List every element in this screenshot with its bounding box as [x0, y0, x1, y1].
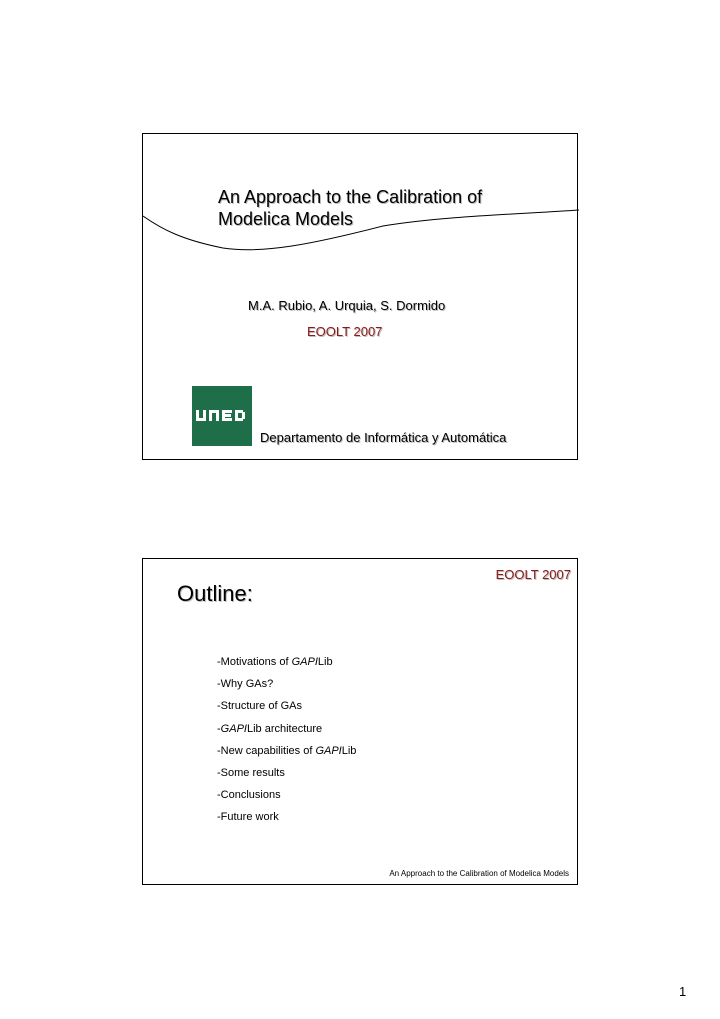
slide-title: [142, 133, 578, 460]
outline-item-text: -Some results: [217, 766, 285, 779]
outline-list: [217, 651, 356, 829]
outline-item-text: -Motivations of: [217, 656, 292, 668]
outline-item: [217, 762, 356, 784]
outline-item-text: Lib architecture: [246, 722, 323, 735]
outline-item-text: -Conclusions: [217, 789, 281, 802]
decorative-curve: [143, 204, 579, 264]
outline-item-text: -Why GAs?: [217, 678, 274, 691]
slide-footer: An Approach to the Calibration of Modelica Models: [389, 869, 569, 878]
outline-item-text: -Future work: [217, 811, 279, 824]
outline-item: [217, 673, 356, 695]
event-label: EOOLT 2007: [495, 567, 571, 582]
authors: M.A. Rubio, A. Urquia, S. Dormido: [248, 298, 446, 313]
outline-item-emphasis: GAPI: [220, 722, 247, 735]
outline-item: [217, 718, 356, 740]
title-line-2: Modelica Models: [218, 209, 354, 229]
outline-item-text: -New capabilities of: [217, 744, 316, 757]
outline-item: [217, 651, 356, 673]
outline-item-emphasis: GAPI: [291, 656, 318, 668]
outline-item-text: -: [217, 722, 221, 735]
uned-logo-mark: [192, 386, 252, 446]
outline-item: [217, 784, 356, 806]
outline-item: [217, 806, 356, 828]
title-line-1: An Approach to the Calibration of: [218, 187, 483, 207]
uned-logo: [192, 386, 252, 446]
department: Departamento de Informática y Automática: [260, 430, 507, 445]
outline-item-emphasis: GAPI: [315, 744, 342, 757]
page-number: 1: [679, 984, 687, 999]
outline-item-text: Lib: [317, 656, 333, 668]
outline-title: Outline:: [177, 581, 253, 606]
outline-item-text: Lib: [341, 744, 357, 757]
event-label: EOOLT 2007: [307, 324, 383, 339]
outline-item-text: -Structure of GAs: [217, 700, 302, 713]
outline-item: [217, 695, 356, 717]
slide-outline: [142, 558, 578, 885]
outline-item: [217, 740, 356, 762]
